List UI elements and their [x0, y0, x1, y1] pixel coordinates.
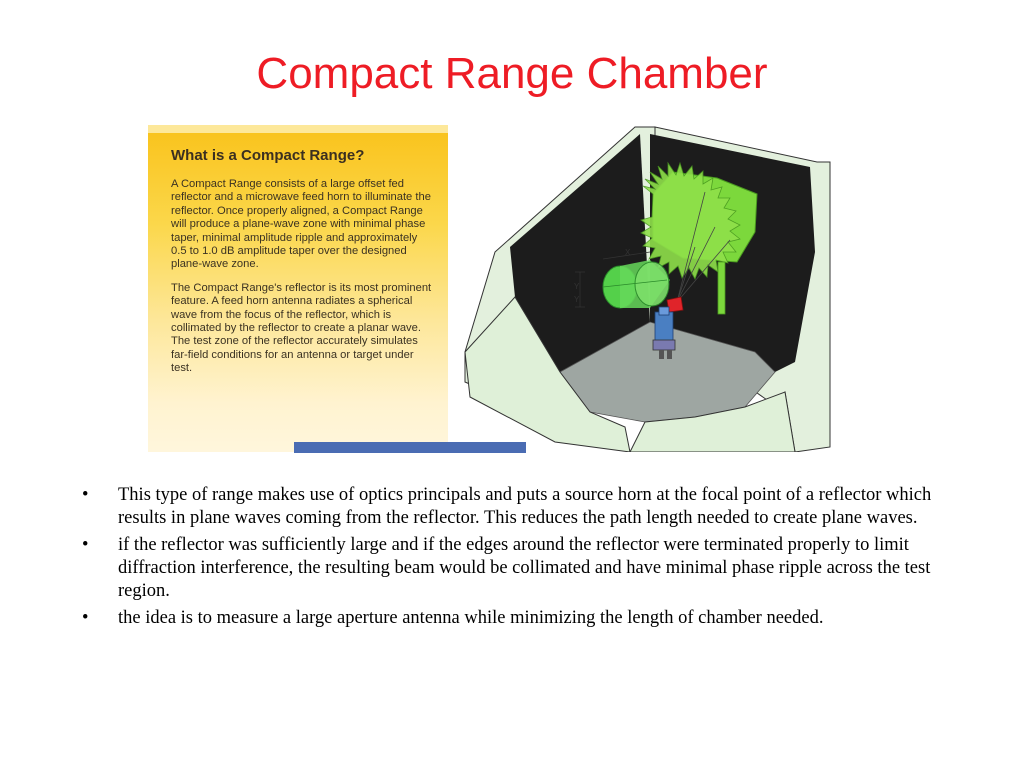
bullet-text: if the reflector was sufficiently large and if the edges around the reflector were terminated properly to limit diffraction interference, the resulting beam would be collimated and have minimal phase ripple across the test region.	[118, 535, 931, 601]
bullet-symbol: •	[82, 608, 89, 628]
bullet-text: This type of range makes use of optics principals and puts a source horn at the focal point of a reflector which results in plane waves coming from the reflector. This reduces the path length needed to create plane waves.	[118, 485, 932, 528]
reflector-post	[718, 262, 725, 314]
compact-range-info-panel	[148, 125, 448, 452]
bullet-item	[82, 534, 952, 603]
dimension-label-y-lower: Y	[574, 295, 580, 304]
info-heading: What is a Compact Range?	[171, 147, 365, 164]
dimension-label-y-upper: Y	[574, 282, 580, 291]
bullet-item	[82, 607, 952, 630]
bullet-symbol: •	[82, 535, 89, 555]
info-paragraph-2: The Compact Range's reflector is its most prominent feature. A feed horn antenna radiates a spherical wave from the focus of the reflector, which is collimated by the reflector to create a planar wave. The test zone of the reflector accurately simulates far-field conditions for an antenna or target under test.	[171, 281, 432, 375]
bullet-text: the idea is to measure a large aperture antenna while minimizing the length of chamber needed.	[118, 608, 824, 628]
feed-horn	[667, 297, 683, 312]
bullet-symbol: •	[82, 485, 89, 505]
bullet-list	[82, 484, 952, 634]
slide-title: Compact Range Chamber	[256, 49, 768, 98]
dimension-label-x: X	[625, 248, 631, 257]
chamber-illustration	[455, 122, 833, 452]
bullet-item	[82, 484, 952, 530]
info-paragraph-1: A Compact Range consists of a large offset fed reflector and a microwave feed horn to illuminate the reflector. Once properly aligned, a Compact Range will produce a plane-wave zone with minimal phase taper, minimal amplitude ripple and approximately 0.5 to 1.0 dB amplitude taper over the designed plane-wave zone.	[171, 178, 431, 271]
test-zone	[603, 260, 670, 308]
